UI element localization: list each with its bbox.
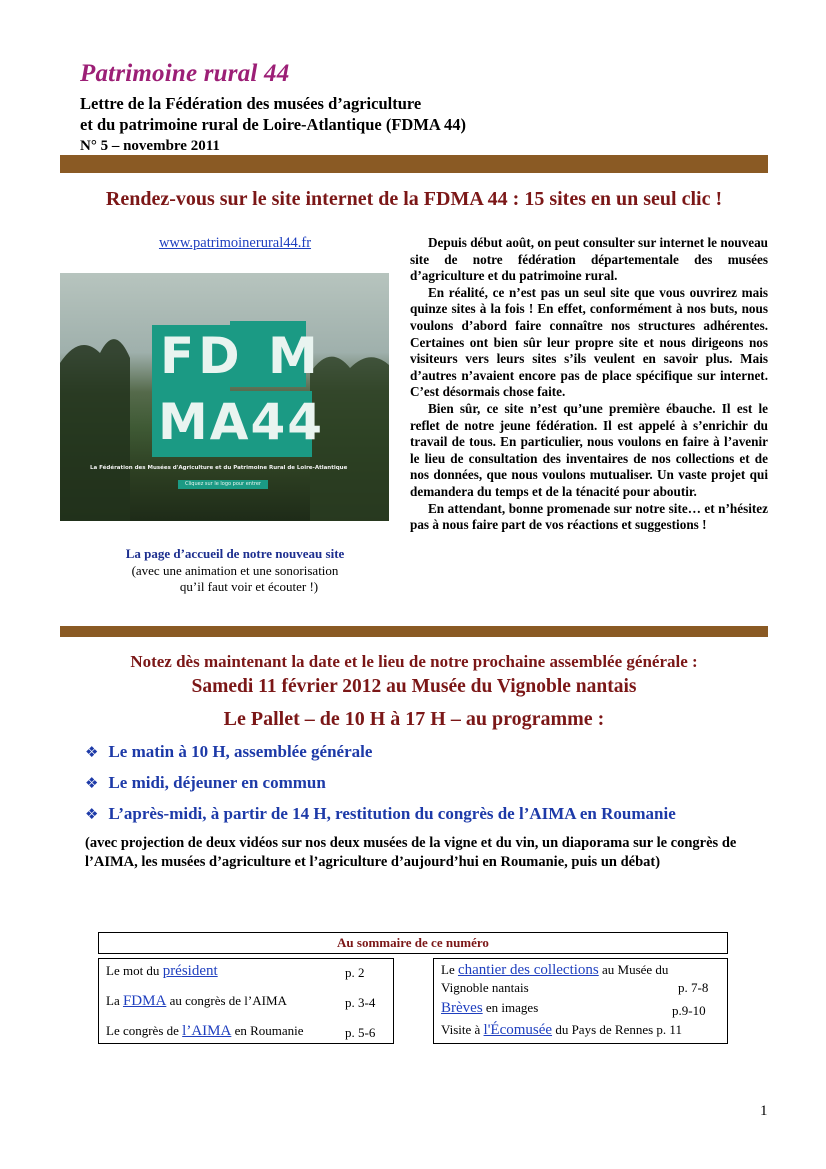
assembly-note: (avec projection de deux vidéos sur nos deux musées de la vigne et du vin, un diaporama sur le congrès de l’AIMA, les musées d’agriculture et l’agriculture d’aujourd’hui en Roumanie, puis un débat): [85, 835, 737, 870]
issue-number: N° 5 – novembre 2011: [80, 138, 220, 154]
photo-caption-title: La page d’accueil de notre nouveau site: [125, 546, 345, 561]
page-number: 1: [760, 1103, 768, 1119]
toc-link-aima[interactable]: l’AIMA: [182, 1023, 232, 1039]
toc-page: p.9-10: [672, 1003, 706, 1018]
toc-link-fdma[interactable]: FDMA: [122, 993, 167, 1009]
program-item-text: Le matin à 10 H, assemblée générale: [108, 742, 373, 761]
toc-entry: Le mot du président: [106, 963, 218, 979]
main-headline: Rendez-vous sur le site internet de la FDMA 44 : 15 sites en un seul clic !: [105, 188, 723, 210]
masthead-line-1: Lettre de la Fédération des musées d’agriculture: [80, 94, 422, 113]
photo-tagline: La Fédération des Musées d'Agriculture et du Patrimoine Rural de Loire-Atlantique: [90, 465, 348, 471]
assembly-intro: Notez dès maintenant la date et le lieu de notre prochaine assemblée générale :: [130, 652, 698, 671]
header-rule: [60, 155, 768, 173]
assembly-place: Le Pallet – de 10 H à 17 H – au programme :: [223, 708, 605, 730]
article-paragraph: En attendant, bonne promenade sur notre site… et n’hésitez pas à nous faire part de vos réactions et suggestions !: [410, 500, 768, 533]
masthead-line-2: et du patrimoine rural de Loire-Atlantique (FDMA 44): [80, 115, 467, 134]
section-rule: [60, 626, 768, 637]
toc-left-box: [98, 958, 394, 1044]
photo-caption-line-1: (avec une animation et une sonorisation: [131, 563, 339, 578]
toc-entry: Visite à l'Écomusée du Pays de Rennes p. 11: [441, 1022, 682, 1038]
toc-entry: Le chantier des collections au Musée du: [441, 962, 669, 978]
program-item: [85, 804, 676, 824]
website-article: [410, 235, 768, 534]
assembly-date: Samedi 11 février 2012 au Musée du Vignoble nantais: [191, 676, 637, 697]
article-paragraph: Bien sûr, ce site n’est qu’une première ébauche. Il est le reflet de notre jeune fédération. Il est appelé à s’enrichir du travail de tous. En particulier, nous voulons en faire à l’avenir le lieu de consultation des inventaires de nos collections et de nos données, que nous voulons mutualiser. Un vaste projet qui demandera du temps et de la ténacité pour aboutir.: [410, 400, 768, 499]
article-paragraph: En réalité, ce n’est pas un seul site que vous ouvrirez mais quinze sites à la fois ! En effet, conformément à nos buts, nous voulons d’abord faire connaître nos structures adhérentes. Certaines ont bien sûr leur propre site et nous dirigeons nos visiteurs vers leurs sites s’ils veulent en savoir plus. Mais d’autres n’avaient encore pas de place spécifique sur internet. C’est désormais chose faite.: [410, 284, 768, 400]
photo-enter-button: Cliquez sur le logo pour entrer: [178, 480, 268, 489]
program-item-text: Le midi, déjeuner en commun: [108, 773, 326, 792]
toc-page: p. 11: [656, 1022, 682, 1037]
photo-logo-m: M: [268, 327, 318, 385]
program-item: [85, 742, 372, 762]
toc-link-breves[interactable]: Brèves: [441, 1000, 483, 1016]
toc-page: p. 3-4: [345, 995, 376, 1010]
toc-entry: Brèves en images: [441, 1000, 539, 1016]
newsletter-title: Patrimoine rural 44: [80, 60, 290, 87]
photo-caption-line-2: qu’il faut voir et écouter !): [179, 579, 319, 594]
diamond-bullet-icon: ❖: [85, 774, 99, 792]
diamond-bullet-icon: ❖: [85, 805, 99, 823]
toc-title: Au sommaire de ce numéro: [98, 932, 728, 954]
toc-right-box: [433, 958, 728, 1044]
website-link[interactable]: www.patrimoinerural44.fr: [158, 235, 312, 251]
toc-entry: Le congrès de l’AIMA en Roumanie: [106, 1023, 304, 1039]
program-item-text: L’après-midi, à partir de 14 H, restitution du congrès de l’AIMA en Roumanie: [108, 804, 676, 823]
photo-logo-fd: FD: [160, 327, 244, 385]
toc-link-chantier[interactable]: chantier des collections: [457, 962, 599, 978]
toc-link-president[interactable]: président: [162, 963, 218, 979]
photo-logo-ma44: MA44: [158, 393, 325, 451]
website-link-wrapper: [60, 235, 410, 252]
toc-entry-line-2: Vignoble nantais: [441, 980, 529, 995]
website-homepage-photo: [60, 273, 389, 521]
article-paragraph: Depuis début août, on peut consulter sur internet le nouveau site de notre fédération départementale des musées d’agriculture et du patrimoine rural.: [410, 235, 768, 284]
toc-entry: La FDMA au congrès de l’AIMA: [106, 993, 287, 1009]
toc-page: p. 2: [345, 965, 365, 980]
program-item: [85, 773, 326, 793]
toc-page: p. 7-8: [678, 980, 709, 995]
diamond-bullet-icon: ❖: [85, 743, 99, 761]
toc-link-ecomusee[interactable]: l'Écomusée: [483, 1022, 553, 1038]
toc-page: p. 5-6: [345, 1025, 376, 1040]
